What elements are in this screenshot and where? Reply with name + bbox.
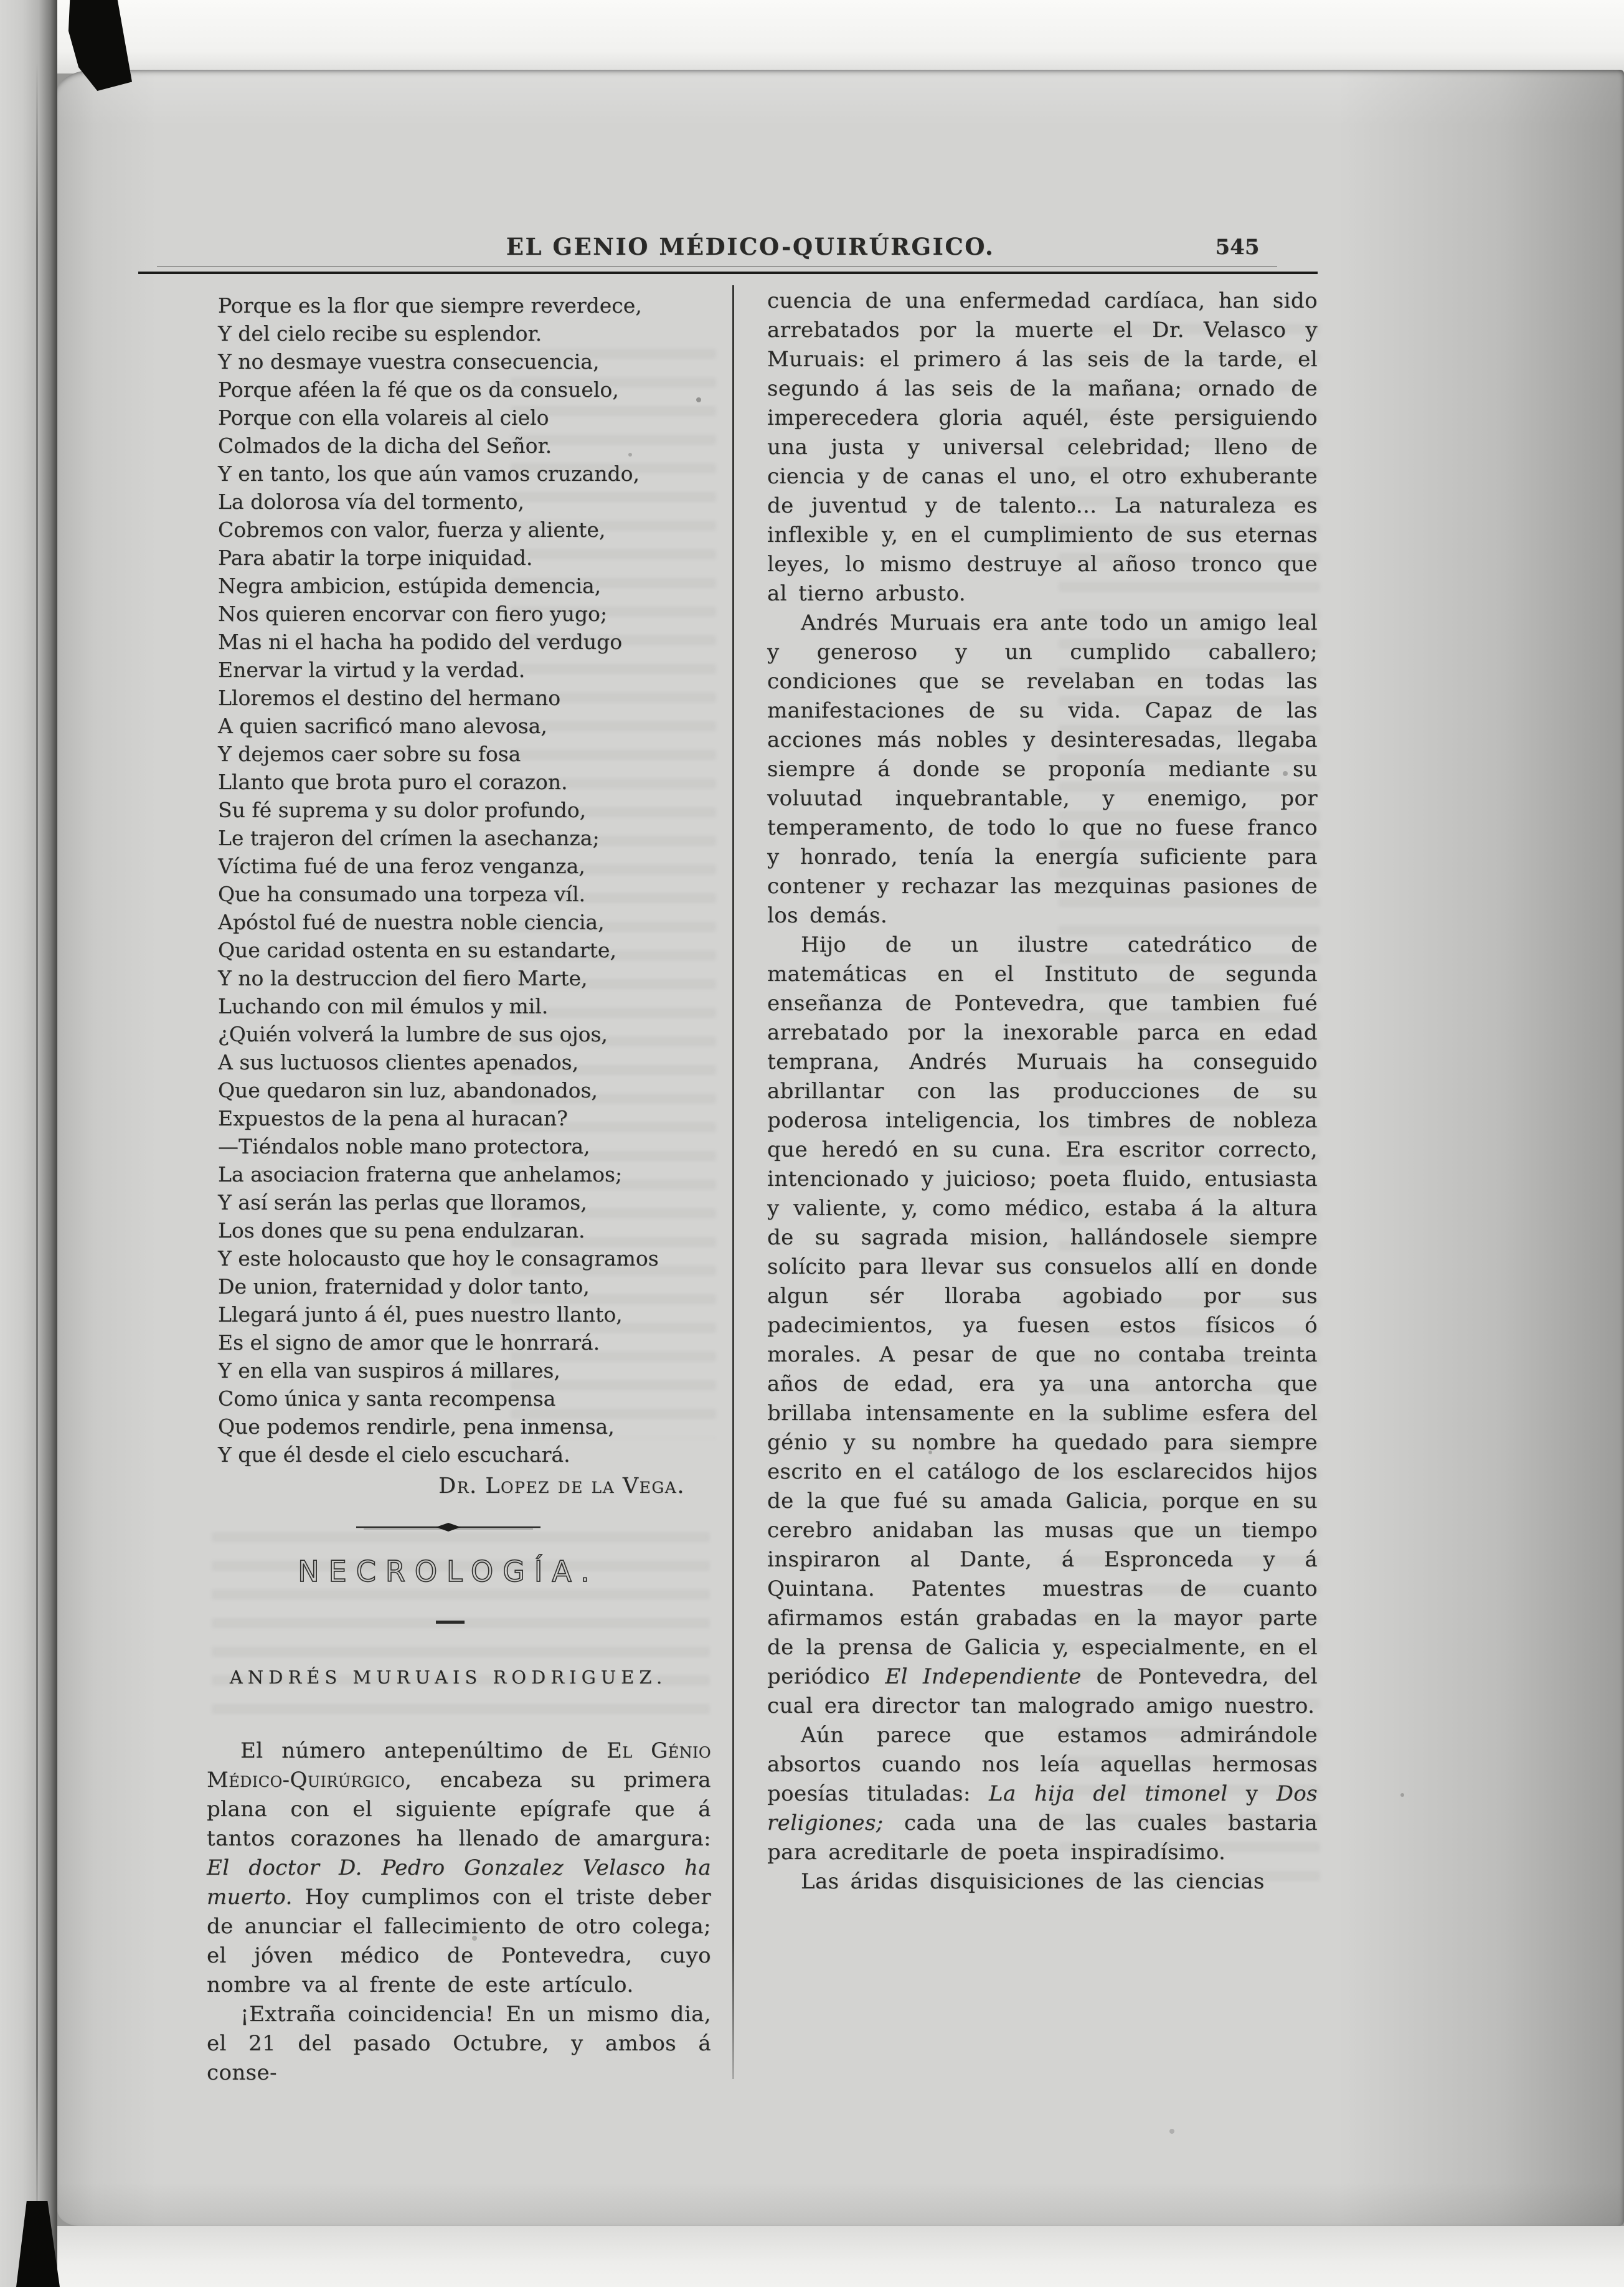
text-segment: Aún parece que estamos admirándole absortos cuando nos leía aquellas hermosas poesías tituladas: (767, 1723, 1318, 1806)
poem-line: Apóstol fué de nuestra noble ciencia, (218, 910, 605, 934)
poem-line: La asociacion fraterna que anhelamos; (218, 1162, 623, 1186)
poem-line: Llanto que brota puro el corazon. (218, 770, 568, 794)
poem-line: Que quedaron sin luz, abandonados, (218, 1078, 598, 1102)
book-gutter (0, 0, 57, 2287)
text-segment: y (1227, 1781, 1277, 1806)
poem-line: Y en ella van suspiros á millares, (218, 1358, 560, 1383)
text-segment: La hija del timonel (988, 1781, 1228, 1806)
dust-specks (0, 0, 2, 2)
text-segment: Hijo de un ilustre catedrático de matemáticas en el Instituto de segunda enseñanza de Pontevedra, que tambien fué arrebatado por la inexorable parca en edad temprana, Andrés Muruais ha conseguido abrillantar con las producciones de su poderosa inteligencia, los timbres de nobleza que heredó en su cuna. Era escritor correcto, intencionado y juicioso; poeta fluido, entusiasta y valiente, y, como médico, estaba á la altura de su sagrada mision, hallándosele siempre solícito para llevar sus consuelos allí en donde algun sér lloraba agobiado por sus padecimientos, ya fuesen estos físicos ó morales. A pesar de que no contaba treinta años de edad, era ya una antorcha que brillaba intensamente en la sublime esfera del génio y su nombre ha quedado para siempre escrito en el catálogo de los esclarecidos hijos de la que fué su amada Galicia, porque en su cerebro anidaban las musas que un tiempo inspiraron al Dante, á Espronceda y á Quintana. Patentes muestras de cuanto afirmamos están grabadas en la mayor parte de la prensa de Galicia y, especialmente, en el periódico (767, 932, 1318, 1689)
poem-line: Cobremos con valor, fuerza y aliente, (218, 518, 606, 542)
poem-line: Y del cielo recibe su esplendor. (218, 321, 542, 346)
poem-line: Y este holocausto que hoy le consagramos (218, 1246, 659, 1271)
text-segment: El número antepenúltimo de (240, 1738, 607, 1763)
text-segment: de Pontevedra, del cual era director tan malogrado amigo nuestro. (767, 1664, 1318, 1718)
poem-line: Expuestos de la pena al huracan? (218, 1106, 568, 1130)
poem-line: Y dejemos caer sobre su fosa (218, 742, 521, 766)
paragraph (767, 1867, 1318, 1896)
text-segment: ¡Extraña coincidencia! En un mismo dia, el 21 del pasado Octubre, y ambos á conse- (207, 2002, 711, 2085)
poem-line: Porque con ella volareis al cielo (218, 405, 549, 430)
poem-line: Negra ambicion, estúpida demencia, (218, 574, 602, 598)
page-number: 545 (1215, 235, 1260, 260)
poem (218, 291, 716, 1469)
paragraph (767, 930, 1318, 1721)
poem-line: Los dones que su pena endulzaran. (218, 1218, 585, 1243)
gutter-crease-line (36, 62, 38, 2242)
column-divider-rule (732, 285, 734, 2079)
poem-line: Es el signo de amor que le honrrará. (218, 1330, 600, 1355)
poem-line: Porque aféen la fé que os da consuelo, (218, 377, 619, 402)
text-segment: El doctor D. Pedro Gonzalez Velasco ha muerto. (207, 1855, 711, 1910)
diamond-rule-icon (355, 1522, 542, 1532)
poem-line: Nos quieren encorvar con fiero yugo; (218, 602, 607, 626)
right-column-paragraphs (767, 286, 1318, 1896)
adjacent-page-edge (0, 0, 1624, 73)
poem-signature: Dr. Lopez de la Vega. (438, 1474, 685, 1499)
poem-line: Luchando con mil émulos y mil. (218, 994, 549, 1018)
poem-line: Que podemos rendirle, pena inmensa, (218, 1414, 615, 1439)
text-segment: Andrés Muruais era ante todo un amigo leal y generoso y un cumplido caballero; condiciones que se revelaban en todas las manifestaciones de su vida. Capaz de las acciones más nobles y desinteresadas, llegaba siempre á donde se proponía mediante su voluutad inquebrantable, y enemigo, por temperamento, de todo lo que no fuese franco y honrado, tenía la energía suficiente para contener y rechazar las mezquinas pasiones de los demás. (767, 610, 1318, 928)
text-segment: Hoy cumplimos con el triste deber de anunciar el fallecimiento de otro colega; el jóven médico de Pontevedra, cuyo nombre va al frente de este artículo. (207, 1885, 711, 1997)
text-segment: , encabeza su primera plana con el siguiente epígrafe que á tantos corazones ha llenado de amargura: (207, 1768, 711, 1851)
paragraph (767, 1721, 1318, 1867)
poem-line: Víctima fué de una feroz venganza, (218, 854, 585, 878)
section-heading: NECROLOGÍA. (298, 1555, 599, 1588)
poem-line: Lloremos el destino del hermano (218, 686, 561, 710)
poem-line: Le trajeron del crímen la asechanza; (218, 826, 600, 850)
poem-line: Porque es la flor que siempre reverdece, (218, 293, 642, 318)
header-rule (138, 272, 1318, 274)
poem-line: Que caridad ostenta en su estandarte, (218, 938, 616, 962)
poem-line: ¿Quién volverá la lumbre de sus ojos, (218, 1022, 608, 1046)
paragraph (207, 2000, 711, 2088)
poem-line: Y no la destruccion del fiero Marte, (218, 966, 588, 990)
text-segment: cada una de las cuales bastaria para acreditarle de poeta inspiradísimo. (767, 1811, 1318, 1865)
article-title: ANDRÉS MURUAIS RODRIGUEZ. (229, 1667, 668, 1688)
bottom-page-edge (57, 2226, 1624, 2287)
heading-underline-dash (436, 1621, 465, 1624)
poem-line: Como única y santa recompensa (218, 1386, 556, 1411)
poem-line: A quien sacrificó mano alevosa, (218, 714, 547, 738)
text-segment: El Génio Médico-Quirúrgico (207, 1738, 711, 1792)
section-divider-ornament (187, 1522, 710, 1535)
text-segment: Las áridas disquisiciones de las ciencias (801, 1869, 1265, 1894)
poem-line: —Tiéndalos noble mano protectora, (218, 1134, 590, 1158)
text-segment: cuencia de una enfermedad cardíaca, han sido arrebatados por la muerte el Dr. Velasco y Muruais: el primero á las seis de la tarde, el segundo á las seis de la mañana; ornado de imperecedera gloria aquél, éste persiguiendo una justa y universal celebridad; lleno de ciencia y de canas el uno, el otro exhuberante de juventud y de talento... La naturaleza es inflexible y, en el cumplimiento de sus eternas leyes, lo mismo destruye al añoso tronco que al tierno arbusto. (767, 288, 1318, 606)
paragraph (767, 608, 1318, 930)
poem-line: Y así serán las perlas que lloramos, (218, 1190, 587, 1215)
text-segment: El Independiente (885, 1664, 1082, 1689)
poem-line: Para abatir la torpe iniquidad. (218, 546, 533, 570)
left-column-paragraphs (207, 1736, 711, 2088)
journal-title: EL GENIO MÉDICO-QUIRÚRGICO. (506, 233, 995, 260)
poem-line: Colmados de la dicha del Señor. (218, 433, 552, 458)
text-segment: Dos religiones; (767, 1781, 1318, 1835)
poem-line: La dolorosa vía del tormento, (218, 490, 524, 514)
poem-line: De union, fraternidad y dolor tanto, (218, 1274, 590, 1299)
poem-line: Y que él desde el cielo escuchará. (218, 1442, 570, 1467)
poem-line: Y no desmaye vuestra consecuencia, (218, 349, 600, 374)
paragraph (767, 286, 1318, 608)
poem-line: Su fé suprema y su dolor profundo, (218, 798, 587, 822)
poem-line: Que ha consumado una torpeza víl. (218, 882, 586, 906)
poem-line: Y en tanto, los que aún vamos cruzando, (218, 462, 640, 486)
poem-line: Enervar la virtud y la verdad. (218, 658, 526, 682)
poem-line: A sus luctuosos clientes apenados, (218, 1050, 579, 1074)
poem-line: Llegará junto á él, pues nuestro llanto, (218, 1302, 623, 1327)
poem-line: Mas ni el hacha ha podido del verdugo (218, 630, 623, 654)
paragraph (207, 1736, 711, 2000)
